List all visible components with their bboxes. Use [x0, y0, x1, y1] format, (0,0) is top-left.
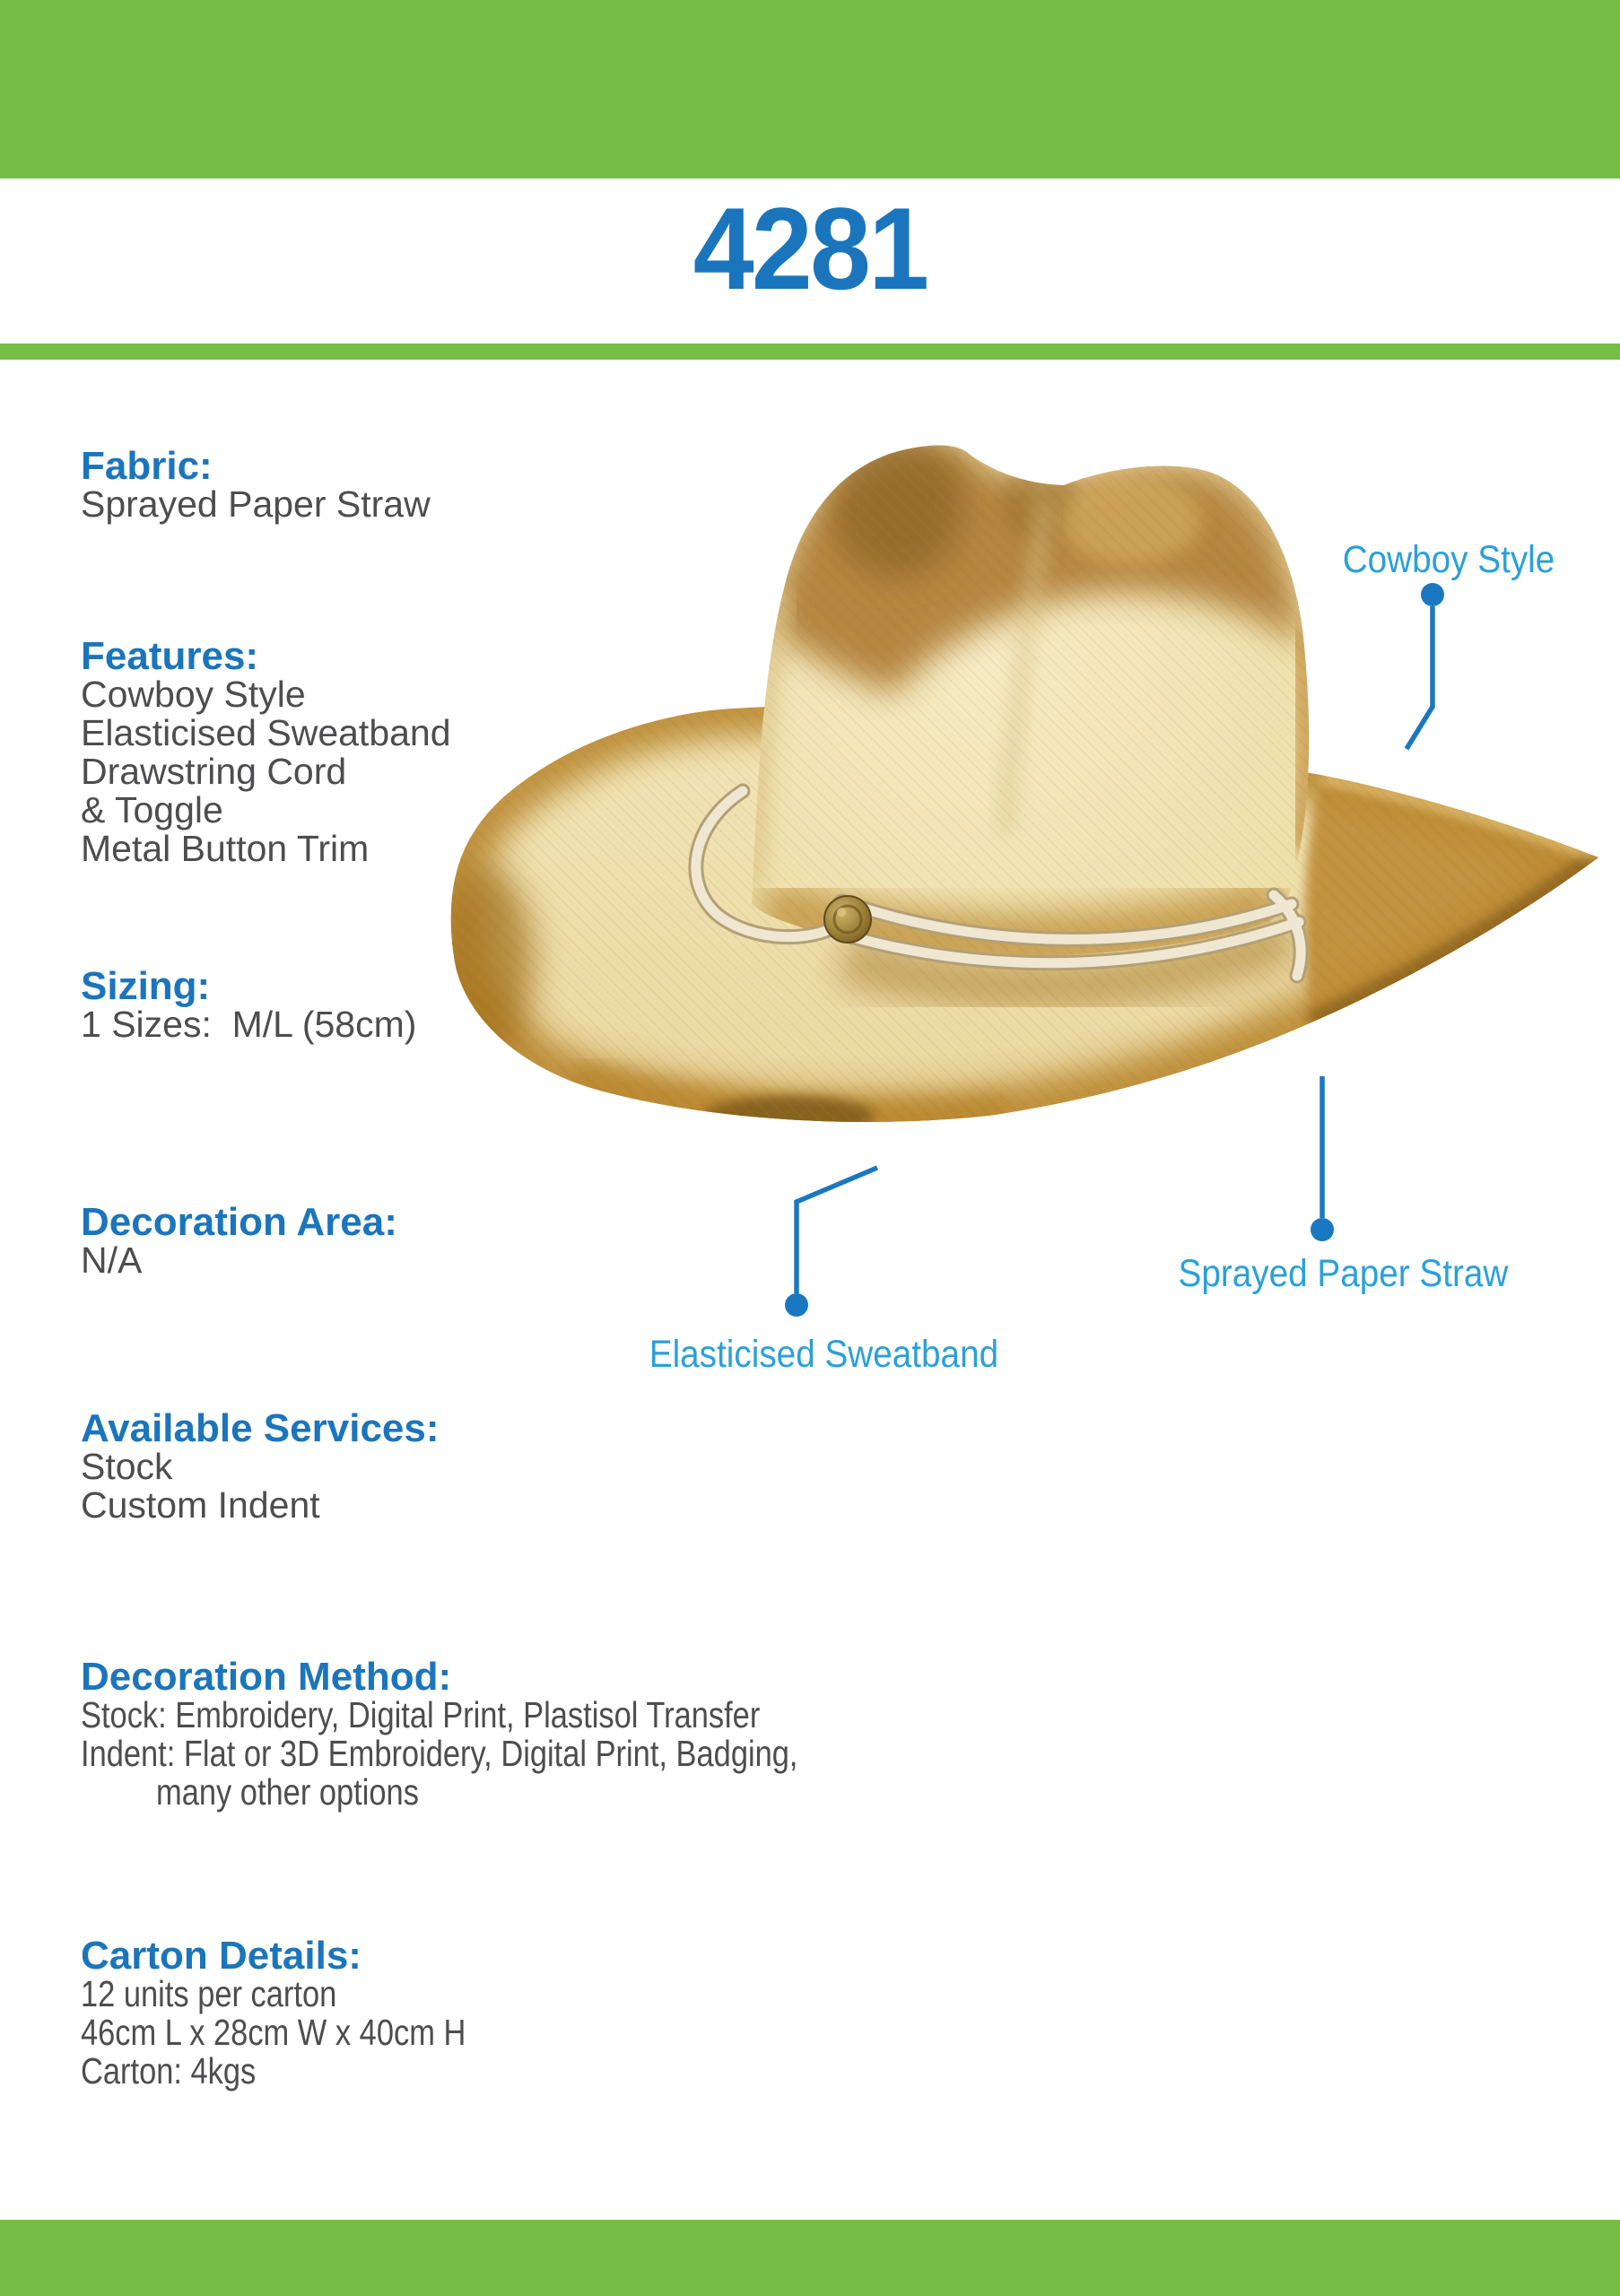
page-title: 4281 — [692, 183, 928, 314]
section-heading: Decoration Method: — [81, 1655, 452, 1699]
spec-line: Elasticised Sweatband — [81, 712, 451, 753]
spec-line: Cowboy Style — [81, 674, 306, 715]
spec-line: Stock: Embroidery, Digital Print, Plastisol Transfer — [81, 1694, 761, 1735]
spec-line: 12 units per carton — [81, 1973, 337, 2014]
spec-line: 1 Sizes: M/L (58cm) — [81, 1004, 417, 1045]
spec-line: Stock — [81, 1446, 173, 1487]
spec-line: many other options — [156, 1771, 419, 1813]
cowboy-style-line — [1407, 606, 1433, 749]
elasticised-sweatband-dot — [785, 1293, 808, 1317]
spec-line: Drawstring Cord — [81, 751, 347, 792]
metal-button — [824, 896, 871, 943]
footer-banner — [0, 2220, 1620, 2296]
spec-line: 46cm L x 28cm W x 40cm H — [81, 2012, 466, 2053]
section-heading: Features: — [81, 634, 259, 678]
callout-sprayed-paper-straw: Sprayed Paper Straw — [1178, 1252, 1509, 1295]
spec-line: N/A — [81, 1239, 143, 1281]
elasticised-sweatband-line — [797, 1168, 877, 1293]
spec-line: & Toggle — [81, 789, 223, 831]
callout-elasticised-sweatband: Elasticised Sweatband — [649, 1333, 999, 1376]
spec-line: Metal Button Trim — [81, 828, 370, 869]
hat-crown — [718, 413, 1346, 987]
section-heading: Fabric: — [81, 444, 213, 488]
sprayed-paper-straw-dot — [1311, 1218, 1334, 1241]
spec-line: Carton: 4kgs — [81, 2050, 257, 2092]
spec-line: Indent: Flat or 3D Embroidery, Digital Print, Badging, — [81, 1733, 798, 1774]
section-heading: Carton Details: — [81, 1934, 361, 1978]
section-heading: Available Services: — [81, 1406, 440, 1450]
spec-line: Sprayed Paper Straw — [81, 483, 431, 525]
section-heading: Decoration Area: — [81, 1200, 397, 1244]
callout-cowboy-style: Cowboy Style — [1342, 538, 1555, 581]
section-heading: Sizing: — [81, 964, 211, 1008]
cowboy-style-dot — [1421, 583, 1444, 606]
spec-line: Custom Indent — [81, 1484, 320, 1526]
